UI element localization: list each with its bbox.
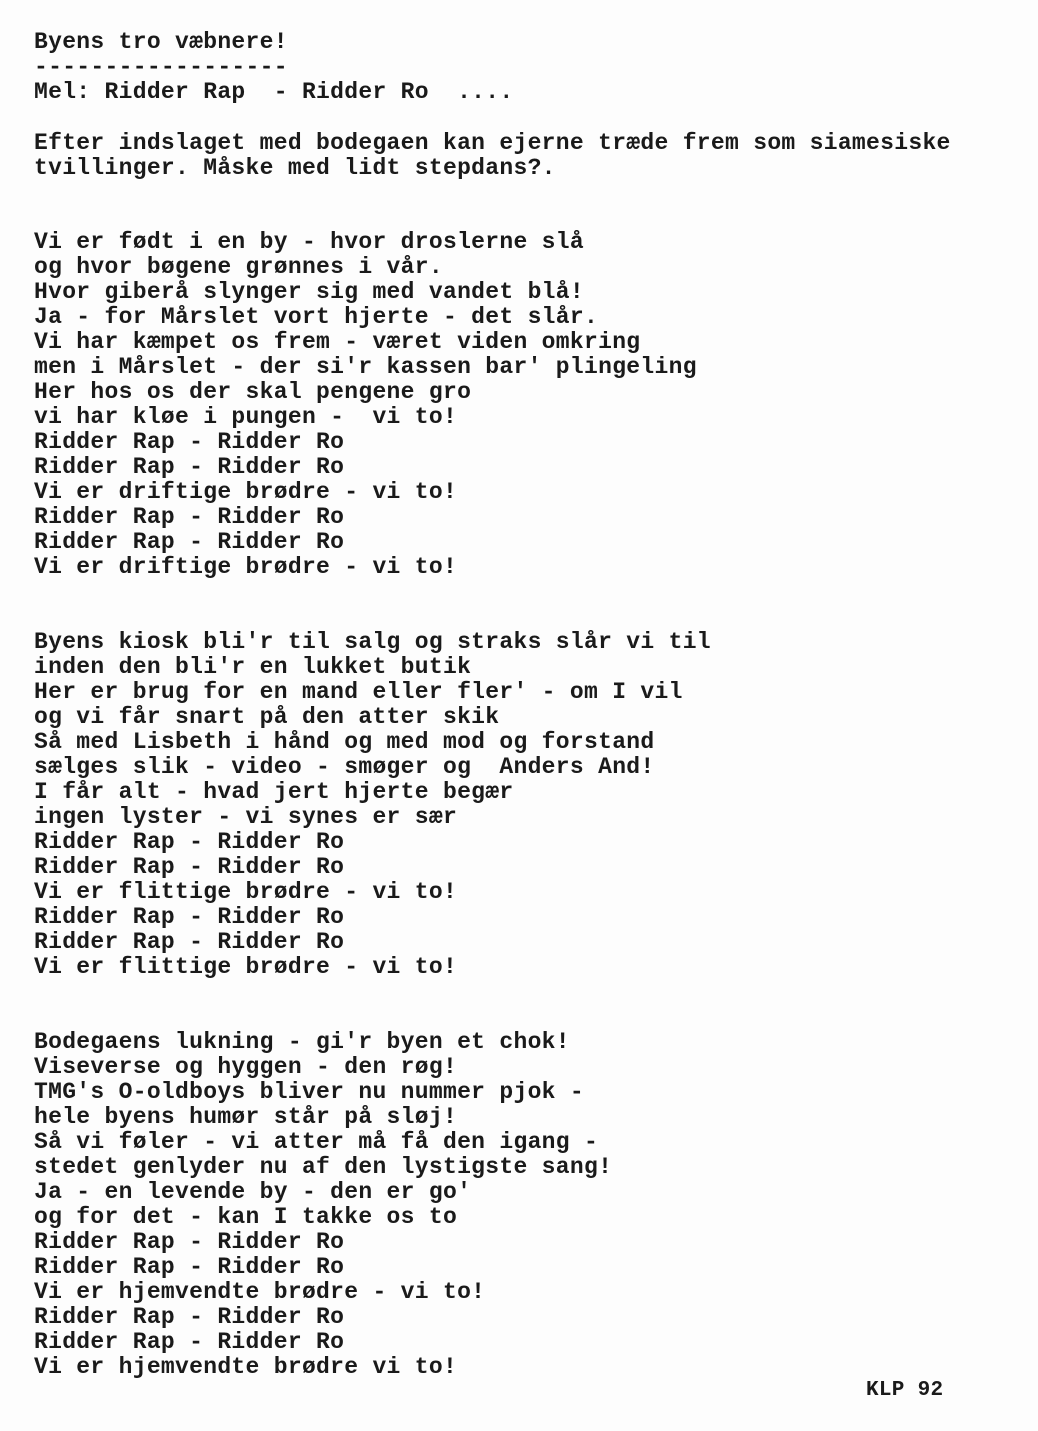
- verse-line: ingen lyster - vi synes er sær: [34, 804, 458, 830]
- verse-line: Så med Lisbeth i hånd og med mod og forstand: [34, 729, 655, 755]
- verse-line: Vi er flittige brødre - vi to!: [34, 954, 458, 980]
- song-title: Byens tro væbnere!: [34, 29, 288, 55]
- verse-line: Ridder Rap - Ridder Ro: [34, 504, 345, 530]
- verse-line: men i Mårslet - der si'r kassen bar' plingeling: [34, 354, 697, 380]
- verse-line: Ridder Rap - Ridder Ro: [34, 1329, 345, 1355]
- verse-line: Ridder Rap - Ridder Ro: [34, 829, 345, 855]
- verse-line: Ridder Rap - Ridder Ro: [34, 529, 345, 555]
- verse-line: vi har kløe i pungen - vi to!: [34, 404, 458, 430]
- verse-line: Vi er driftige brødre - vi to!: [34, 554, 458, 580]
- verse-line: stedet genlyder nu af den lystigste sang!: [34, 1154, 613, 1180]
- signature-footer: KLP 92: [866, 1379, 944, 1402]
- verse-line: Ridder Rap - Ridder Ro: [34, 1229, 345, 1255]
- verse-line: I får alt - hvad jert hjerte begær: [34, 779, 514, 805]
- verse-line: Vi er hjemvendte brødre - vi to!: [34, 1279, 486, 1305]
- verse-line: og vi får snart på den atter skik: [34, 704, 500, 730]
- intro-line: tvillinger. Måske med lidt stepdans?.: [34, 155, 556, 181]
- verse-line: Vi er flittige brødre - vi to!: [34, 879, 458, 905]
- verse-line: Ridder Rap - Ridder Ro: [34, 1304, 345, 1330]
- verse-line: Ridder Rap - Ridder Ro: [34, 429, 345, 455]
- verse-line: Vi er driftige brødre - vi to!: [34, 479, 458, 505]
- verse-line: inden den bli'r en lukket butik: [34, 654, 472, 680]
- verse-line: Ja - for Mårslet vort hjerte - det slår.: [34, 304, 599, 330]
- verse-line: sælges slik - video - smøger og Anders And!: [34, 754, 655, 780]
- verse-line: Vi har kæmpet os frem - været viden omkring: [34, 329, 641, 355]
- verse-line: Så vi føler - vi atter må få den igang -: [34, 1129, 599, 1155]
- verse-line: Bodegaens lukning - gi'r byen et chok!: [34, 1029, 570, 1055]
- verse-line: Vi er født i en by - hvor droslerne slå: [34, 229, 584, 255]
- verse-line: Ja - en levende by - den er go': [34, 1179, 472, 1205]
- verse-line: Ridder Rap - Ridder Ro: [34, 929, 345, 955]
- verse-line: Viseverse og hyggen - den røg!: [34, 1054, 458, 1080]
- verse-line: TMG's O-oldboys bliver nu nummer pjok -: [34, 1079, 584, 1105]
- verse-line: Her er brug for en mand eller fler' - om I vil: [34, 679, 683, 705]
- verse-line: Byens kiosk bli'r til salg og straks slår vi til: [34, 629, 711, 655]
- verse-line: Her hos os der skal pengene gro: [34, 379, 472, 405]
- title-rule: ------------------: [34, 54, 288, 80]
- verse-line: hele byens humør står på sløj!: [34, 1104, 458, 1130]
- verse-line: Ridder Rap - Ridder Ro: [34, 1254, 345, 1280]
- melody-note: Mel: Ridder Rap - Ridder Ro ....: [34, 79, 514, 105]
- verse-line: Ridder Rap - Ridder Ro: [34, 454, 345, 480]
- verse-line: Ridder Rap - Ridder Ro: [34, 854, 345, 880]
- verse-line: og for det - kan I takke os to: [34, 1204, 458, 1230]
- verse-line: Vi er hjemvendte brødre vi to!: [34, 1354, 458, 1380]
- intro-line: Efter indslaget med bodegaen kan ejerne træde frem som siamesiske: [34, 130, 951, 156]
- verse-line: og hvor bøgene grønnes i vår.: [34, 254, 443, 280]
- verse-line: Ridder Rap - Ridder Ro: [34, 904, 345, 930]
- verse-line: Hvor giberå slynger sig med vandet blå!: [34, 279, 584, 305]
